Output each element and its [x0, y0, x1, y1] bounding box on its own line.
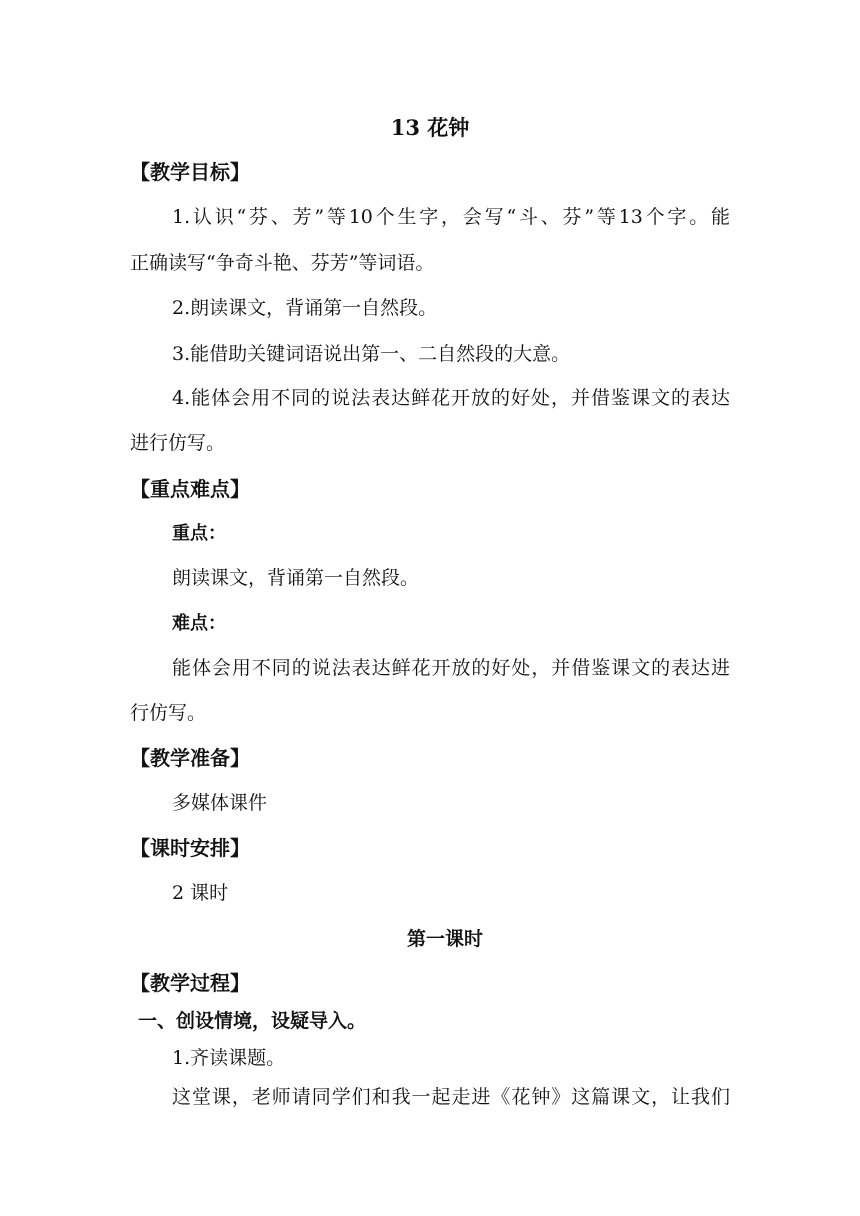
focus-text: 朗读课文，背诵第一自然段。 [172, 567, 420, 589]
lesson-1-title: 第一课时 [406, 928, 483, 950]
key-points-heading: 【重点难点】 [130, 477, 250, 501]
objective-1-line-1: 1.认识“芬、芳”等10个生字，会写“斗、芬”等13个字。能 [172, 206, 730, 228]
difficulty-text-line-2: 行仿写。 [130, 702, 207, 724]
document-title: 13 花钟 [390, 115, 470, 140]
difficulty-text-line-1: 能体会用不同的说法表达鲜花开放的好处，并借鉴课文的表达进 [172, 657, 730, 679]
step-1-text: 这堂课，老师请同学们和我一起走进《花钟》这篇课文，让我们 [172, 1086, 730, 1108]
step-1-title: 一、创设情境，设疑导入。 [138, 1010, 367, 1032]
objective-1-line-2: 正确读写“争奇斗艳、芬芳”等词语。 [130, 252, 435, 274]
process-heading: 【教学过程】 [130, 971, 250, 995]
difficulty-label: 难点： [172, 613, 226, 634]
focus-label: 重点： [172, 523, 226, 544]
objective-2: 2.朗读课文，背诵第一自然段。 [172, 297, 438, 319]
preparation-text: 多媒体课件 [172, 792, 268, 814]
objective-4-line-2: 进行仿写。 [130, 432, 226, 454]
objective-4-line-1: 4.能体会用不同的说法表达鲜花开放的好处，并借鉴课文的表达 [172, 387, 730, 409]
objective-3: 3.能借助关键词语说出第一、二自然段的大意。 [172, 343, 571, 365]
schedule-text: 2 课时 [172, 882, 229, 904]
step-1-item: 1.齐读课题。 [172, 1047, 286, 1069]
objectives-heading: 【教学目标】 [130, 160, 250, 184]
preparation-heading: 【教学准备】 [130, 746, 250, 770]
schedule-heading: 【课时安排】 [130, 836, 250, 860]
